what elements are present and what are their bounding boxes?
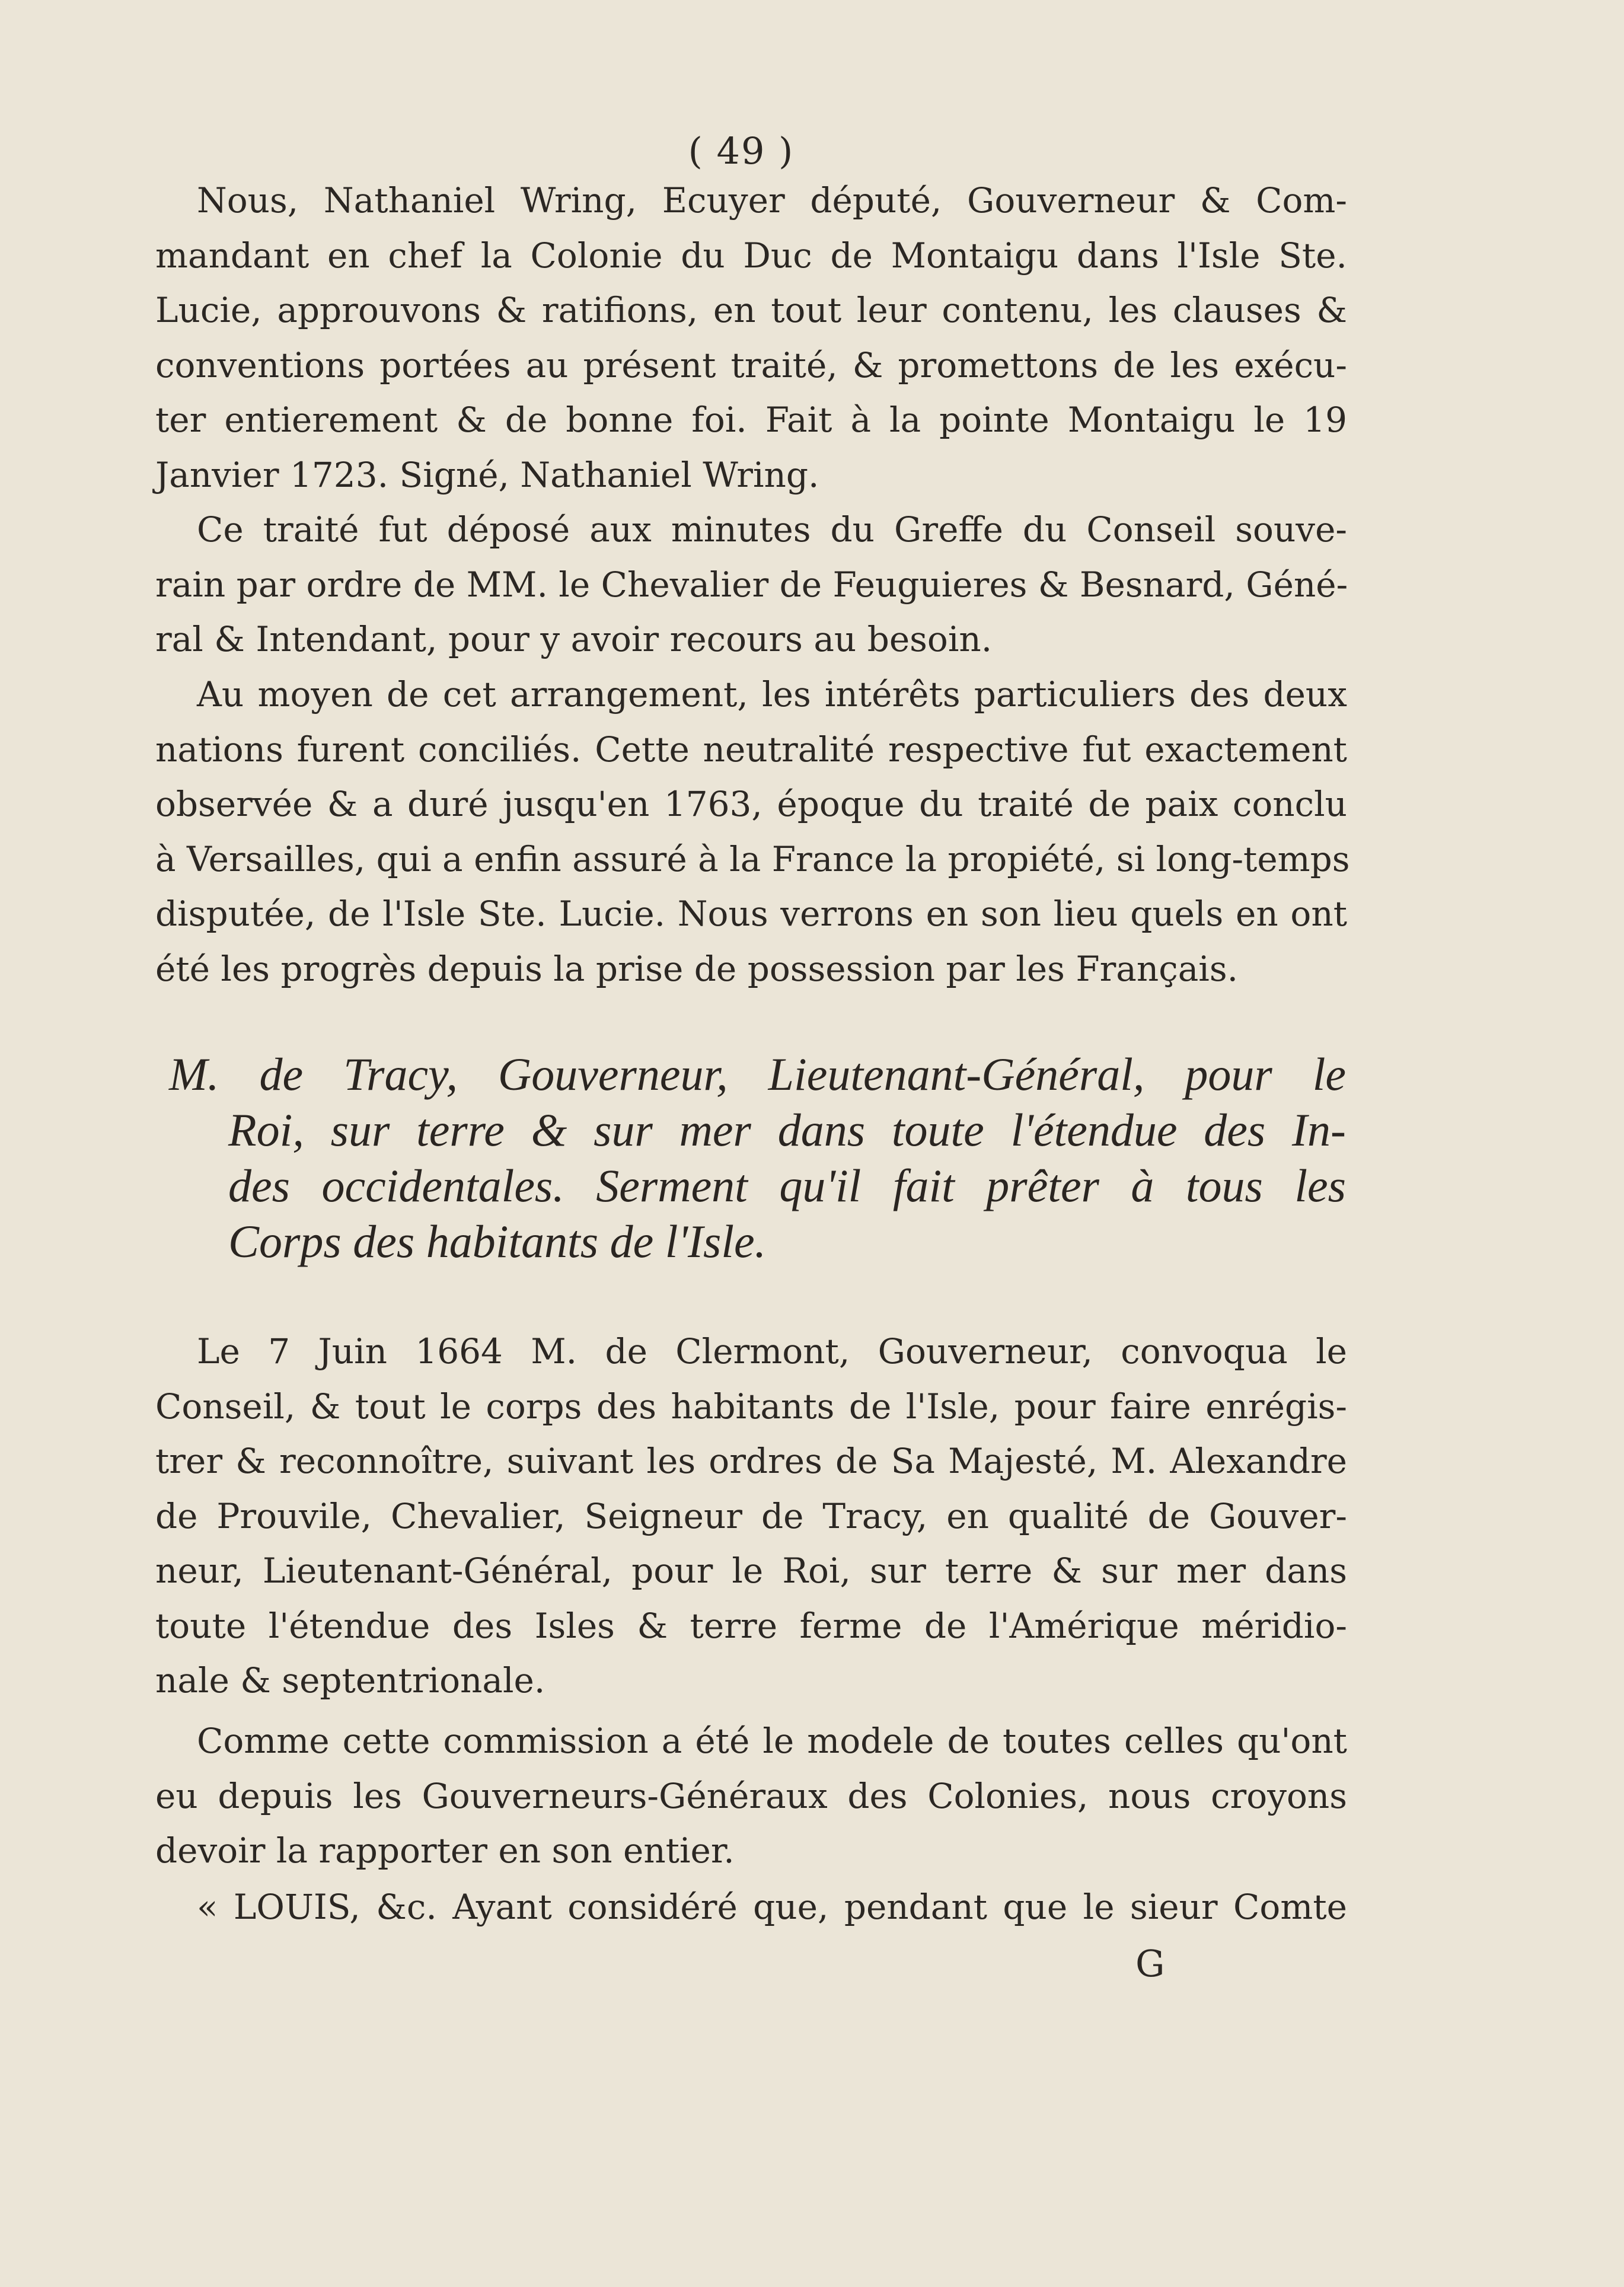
paragraph-neutrality <box>155 667 1350 996</box>
text-line: Ce traité fut déposé aux minutes du Greffe du Conseil souve- <box>197 509 1347 550</box>
text-line: trer & reconnoître, suivant les ordres de Sa Majesté, M. Alexandre <box>155 1441 1347 1481</box>
text-line: nale & septentrionale. <box>155 1660 545 1701</box>
text-line: eu depuis les Gouverneurs-Généraux des Colonies, nous croyons <box>155 1775 1347 1816</box>
text-line: Janvier 1723. Signé, Nathaniel Wring. <box>155 454 819 495</box>
text-line: observée & a duré jusqu'en 1763, époque du traité de paix conclu <box>155 784 1347 824</box>
heading-line: M. de Tracy, Gouverneur, Lieutenant-Général, pour le <box>169 1048 1346 1100</box>
paragraph-commission <box>155 1714 1347 1878</box>
text-line: ter entierement & de bonne foi. Fait à la pointe Montaigu le 19 <box>155 400 1347 440</box>
text-line: rain par ordre de MM. le Chevalier de Feuguieres & Besnard, Géné- <box>155 564 1348 605</box>
text-line: neur, Lieutenant-Général, pour le Roi, sur terre & sur mer dans <box>155 1551 1347 1591</box>
text-line: à Versailles, qui a enfin assuré à la France la propiété, si long-temps <box>155 838 1350 879</box>
text-line: mandant en chef la Colonie du Duc de Montaigu dans l'Isle Ste. <box>155 235 1347 276</box>
text-line: nations furent conciliés. Cette neutralité respective fut exactement <box>155 729 1347 770</box>
paragraph-clermont <box>155 1324 1347 1708</box>
text-line: Conseil, & tout le corps des habitants de l'Isle, pour faire enrégis- <box>155 1386 1347 1427</box>
paragraph-deposit <box>155 502 1347 667</box>
text-line: Le 7 Juin 1664 M. de Clermont, Gouverneur, convoqua le <box>197 1331 1347 1371</box>
heading-line: Corps des habitants de l'Isle. <box>228 1216 767 1267</box>
text-line: Au moyen de cet arrangement, les intérêts particuliers des deux <box>197 674 1347 715</box>
heading-line: Roi, sur terre & sur mer dans toute l'étendue des In- <box>228 1104 1346 1156</box>
text-line: Lucie, approuvons & ratifions, en tout leur contenu, les clauses & <box>155 290 1347 330</box>
page-number: ( 49 ) <box>688 129 795 173</box>
paragraph-louis <box>155 1880 1347 1935</box>
text-line: Comme cette commission a été le modele de toutes celles qu'ont <box>197 1721 1347 1761</box>
section-heading <box>169 1047 1346 1270</box>
text-line: ral & Intendant, pour y avoir recours au besoin. <box>155 619 993 659</box>
text-line: été les progrès depuis la prise de possession par les Français. <box>155 948 1239 989</box>
text-line: conventions portées au présent traité, & promettons de les exécu- <box>155 345 1347 385</box>
text-line: de Prouvile, Chevalier, Seigneur de Tracy, en qualité de Gouver- <box>155 1495 1347 1536</box>
text-line: Nous, Nathaniel Wring, Ecuyer député, Gouverneur & Com- <box>197 180 1347 221</box>
signature-mark: G <box>1135 1942 1165 1985</box>
text-line: disputée, de l'Isle Ste. Lucie. Nous verrons en son lieu quels en ont <box>155 894 1347 934</box>
heading-line: des occidentales. Serment qu'il fait prêter à tous les <box>228 1160 1346 1211</box>
text-line: « LOUIS, &c. Ayant considéré que, pendant que le sieur Comte <box>197 1887 1347 1927</box>
text-line: toute l'étendue des Isles & terre ferme de l'Amérique méridio- <box>155 1605 1347 1646</box>
text-line: devoir la rapporter en son entier. <box>155 1830 735 1871</box>
paragraph-ratification <box>155 173 1347 502</box>
